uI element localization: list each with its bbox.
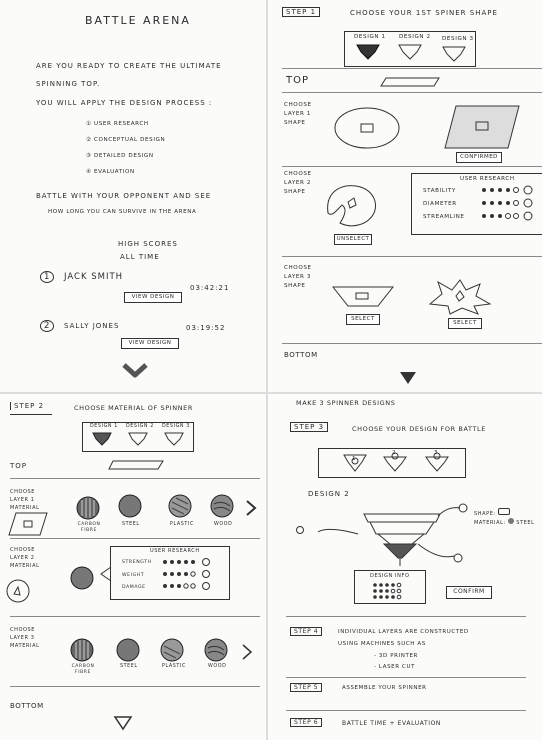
step4-text-2: USING MACHINES SUCH AS	[338, 641, 426, 647]
divider	[282, 343, 542, 344]
score-time-2: 03:19:52	[186, 324, 226, 332]
layer2-selected-material	[70, 566, 94, 590]
high-scores-title: HIGH SCORES	[118, 240, 178, 248]
design-exploded-view	[288, 500, 488, 580]
sketch-page-step1-shape	[268, 0, 542, 392]
material-label-steel: STEEL	[122, 522, 140, 527]
layer3-label-carbon: CARBON FIBRE	[71, 664, 95, 675]
material-label-carbon: CARBON FIBRE	[77, 522, 101, 533]
top-layer-shape	[108, 460, 164, 470]
process-step-4: ④ EVALUATION	[86, 169, 135, 175]
score-name-2: SALLY JONES	[64, 322, 120, 330]
divider	[282, 256, 542, 257]
divider	[282, 166, 542, 167]
select-button[interactable]: SELECT	[346, 314, 380, 325]
step-heading: CHOOSE MATERIAL OF SPINNER	[74, 404, 193, 412]
top-layer-shape	[380, 77, 440, 87]
layer3-cone-option[interactable]	[332, 286, 394, 310]
material-label-wood: WOOD	[214, 522, 233, 527]
intro-text: ARE YOU READY TO CREATE THE ULTIMATE	[36, 62, 222, 70]
unselect-button[interactable]: UNSELECT	[334, 234, 372, 245]
select-button-2[interactable]: SELECT	[448, 318, 482, 329]
layer1-label: CHOOSE LAYER 1 SHAPE	[284, 102, 312, 126]
step6-text: BATTLE TIME + EVALUATION	[342, 720, 442, 727]
attr-streamline: STREAMLINE	[423, 214, 465, 220]
design-info-title: DESIGN INFO	[370, 573, 410, 579]
confirmed-button[interactable]: CONFIRMED	[456, 152, 502, 163]
process-step-2: ② CONCEPTUAL DESIGN	[86, 137, 166, 143]
divider	[10, 616, 260, 617]
design-option-1-label: DESIGN 1	[354, 34, 386, 40]
user-research-title: USER RESEARCH	[150, 548, 200, 554]
top-label: TOP	[10, 462, 28, 470]
shape-label: SHAPE:	[474, 508, 510, 517]
top-label: TOP	[286, 75, 310, 86]
layer2-blade-option[interactable]	[326, 183, 382, 229]
design-option-2-label: DESIGN 2	[126, 424, 154, 429]
layer1-label: CHOOSE LAYER 1 MATERIAL	[10, 489, 40, 511]
process-step-1: ① USER RESEARCH	[86, 121, 149, 127]
step4-item-1: - 3D PRINTER	[374, 653, 418, 659]
step-label: STEP 1	[282, 7, 320, 17]
divider	[286, 710, 526, 711]
sketch-page-step2-material	[0, 394, 266, 740]
divider	[282, 92, 542, 93]
layer3-label: CHOOSE LAYER 3 MATERIAL	[10, 627, 40, 649]
divider	[282, 68, 542, 69]
divider	[10, 686, 260, 687]
play-down-icon[interactable]	[399, 371, 417, 385]
layer3-label-steel: STEEL	[120, 664, 138, 669]
material-label-plastic: PLASTIC	[170, 522, 194, 527]
attr-damage: DAMAGE	[122, 585, 146, 590]
chevron-down-icon[interactable]	[122, 362, 148, 378]
attr-diameter: DIAMETER	[423, 201, 457, 207]
sketch-page-step3-6	[268, 394, 542, 740]
step-label: STEP 2	[10, 402, 47, 410]
rating-dots	[162, 559, 224, 593]
score-time-1: 03:42:21	[190, 284, 230, 292]
divider	[10, 478, 260, 479]
material-steel[interactable]	[118, 494, 142, 518]
step3-text: CHOOSE YOUR DESIGN FOR BATTLE	[352, 425, 486, 433]
design-option-1-label: DESIGN 1	[90, 424, 118, 429]
bottom-label: BOTTOM	[10, 702, 44, 710]
process-intro: YOU WILL APPLY THE DESIGN PROCESS :	[36, 99, 213, 107]
process-step-3: ③ DETAILED DESIGN	[86, 153, 154, 159]
make-designs-heading: MAKE 3 SPINNER DESIGNS	[296, 399, 396, 407]
score-name-1: JACK SMITH	[64, 272, 124, 282]
layer2-label: CHOOSE LAYER 2 MATERIAL	[10, 547, 40, 569]
step5-label: STEP 5	[290, 683, 322, 692]
high-scores-subtitle: ALL TIME	[120, 253, 160, 261]
view-design-button-1[interactable]: VIEW DESIGN	[124, 292, 182, 303]
page-title: BATTLE ARENA	[85, 14, 191, 27]
step4-text-1: INDIVIDUAL LAYERS ARE CONSTRUCTED	[338, 629, 469, 635]
layer1-disc-option[interactable]	[334, 107, 400, 149]
divider	[286, 616, 526, 617]
score-rank-2: 2	[40, 321, 54, 331]
rating-dots	[481, 187, 541, 227]
divider	[10, 538, 260, 539]
design-option-3-label: DESIGN 3	[442, 36, 474, 42]
design-option-2[interactable]	[398, 44, 422, 60]
confirm-button[interactable]: CONFIRM	[446, 586, 492, 599]
battle-text: BATTLE WITH YOUR OPPONENT AND SEE	[36, 192, 212, 200]
design-option-3[interactable]	[442, 46, 466, 62]
design-option-1[interactable]	[92, 432, 112, 446]
layer2-label: CHOOSE LAYER 2 SHAPE	[284, 171, 312, 195]
attr-stability: STABILITY	[423, 188, 456, 194]
layer3-label-wood: WOOD	[208, 664, 227, 669]
material-plastic[interactable]	[168, 494, 192, 518]
step3-label: STEP 3	[290, 422, 328, 432]
chevron-right-icon[interactable]	[242, 644, 252, 660]
layer3-plastic[interactable]	[160, 638, 184, 662]
battle-text-2: HOW LONG YOU CAN SURVIVE IN THE ARENA	[48, 209, 197, 215]
layer3-label-plastic: PLASTIC	[162, 664, 186, 669]
design-option-1[interactable]	[356, 44, 380, 60]
intro-text-2: SPINNING TOP.	[36, 80, 101, 88]
design-number-1: 1	[352, 456, 357, 462]
design-option-2-label: DESIGN 2	[399, 34, 431, 40]
design-number-2: 2	[392, 450, 397, 456]
design-number-3: 3	[434, 450, 439, 456]
layer3-steel[interactable]	[116, 638, 140, 662]
design-option-3-label: DESIGN 3	[162, 424, 190, 429]
layer3-wood[interactable]	[204, 638, 228, 662]
step-heading: CHOOSE YOUR 1ST SPINER SHAPE	[350, 9, 498, 17]
step-underline	[10, 414, 52, 415]
layer2-shape-preview	[6, 578, 30, 604]
chevron-right-icon[interactable]	[246, 500, 256, 516]
layer1-shape-preview	[8, 512, 48, 536]
user-research-title: USER RESEARCH	[460, 176, 515, 182]
step6-label: STEP 6	[290, 718, 322, 727]
attr-weight: WEIGHT	[122, 573, 145, 578]
rating-dots	[372, 582, 412, 600]
material-carbon-fibre[interactable]	[76, 496, 100, 520]
panel-pointer	[100, 566, 112, 582]
material-wood[interactable]	[210, 494, 234, 518]
material-label: MATERIAL: STEEL	[474, 520, 535, 526]
step5-text: ASSEMBLE YOUR SPINNER	[342, 685, 427, 691]
view-design-button-2[interactable]: VIEW DESIGN	[121, 338, 179, 349]
design-option-2[interactable]	[128, 432, 148, 446]
layer3-label: CHOOSE LAYER 3 SHAPE	[284, 265, 312, 289]
attr-strength: STRENGTH	[122, 560, 152, 565]
layer1-square-option[interactable]	[444, 105, 520, 149]
layer3-carbon[interactable]	[70, 638, 94, 662]
design-option-3[interactable]	[164, 432, 184, 446]
step4-item-2: - LASER CUT	[374, 664, 416, 670]
layer3-star-option[interactable]	[428, 280, 492, 316]
sketch-page-battle-arena	[0, 0, 266, 392]
divider	[286, 677, 526, 678]
score-rank-1: 1	[40, 272, 54, 282]
play-down-icon[interactable]	[114, 716, 132, 730]
bottom-label: BOTTOM	[284, 351, 318, 359]
design-title: DESIGN 2	[308, 490, 350, 498]
step4-label: STEP 4	[290, 627, 322, 636]
